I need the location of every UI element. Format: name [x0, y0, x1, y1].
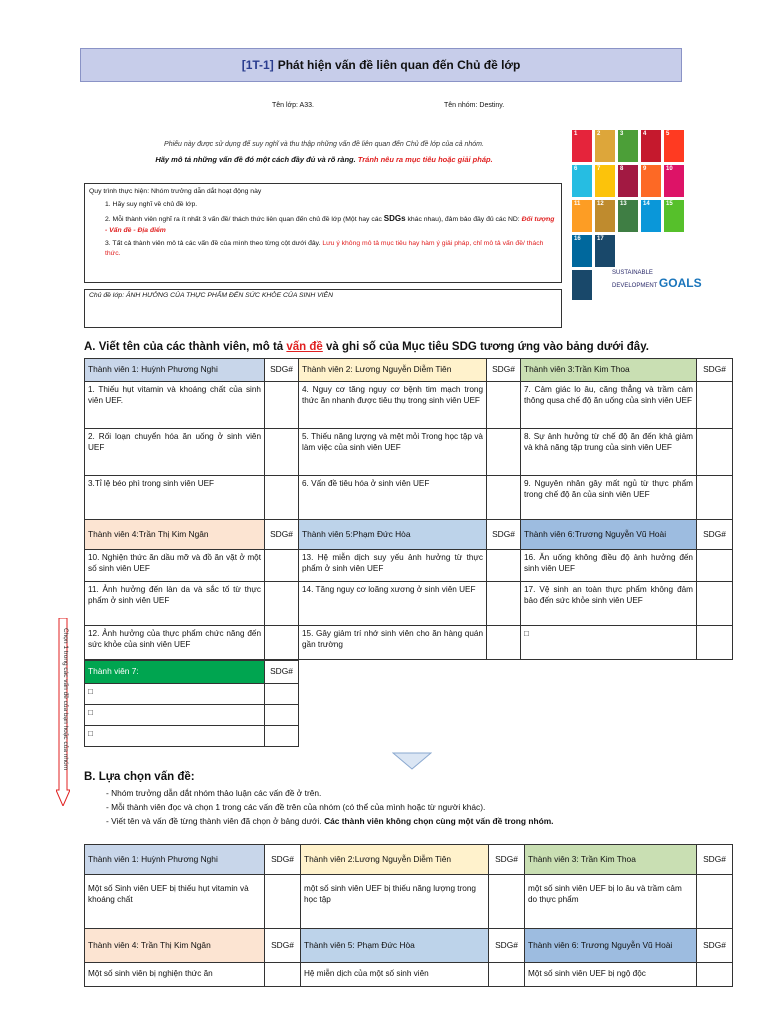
- member-5-header: Thành viên 5: Phạm Đức Hòa: [301, 929, 489, 963]
- sdg-cell[interactable]: [697, 963, 733, 987]
- sdg-cell[interactable]: [487, 550, 521, 582]
- problem-item[interactable]: 6. Vấn đề tiêu hóa ở sinh viên UEF: [299, 476, 487, 520]
- problem-item[interactable]: 10. Nghiện thức ăn dầu mỡ và đồ ăn vặt ở một số sinh viên UEF: [85, 550, 265, 582]
- sdg-cell[interactable]: [697, 550, 733, 582]
- sdg-cell[interactable]: [265, 684, 299, 705]
- page-title: [80, 48, 682, 82]
- problem-item[interactable]: 2. Rối loạn chuyển hóa ăn uống ở sinh viên UEF: [85, 429, 265, 476]
- sdg-7-icon: 7: [595, 165, 615, 197]
- sdg-header: SDG#: [265, 929, 301, 963]
- selected-problem[interactable]: Hệ miễn dịch của một số sinh viên: [301, 963, 489, 987]
- process-step-2-sdgs: SDGs: [383, 214, 406, 224]
- selected-problem[interactable]: Một số sinh viên UEF bị ngộ độc: [525, 963, 697, 987]
- sdg-cell[interactable]: [487, 626, 521, 660]
- process-step-2b: khác nhau), đảm bảo đầy đủ các ND:: [407, 216, 520, 224]
- member-2-header: Thành viên 2: Lương Nguyễn Diễm Tiên: [299, 359, 487, 382]
- process-step-1: 1. Hãy suy nghĩ về chủ đề lớp.: [105, 201, 198, 209]
- group-name: Tên nhóm: Destiny.: [444, 102, 505, 109]
- sdg-cell[interactable]: [697, 626, 733, 660]
- sdg-5-icon: 5: [664, 130, 684, 162]
- sdg-wheel-icon: [572, 270, 592, 300]
- sdg-cell[interactable]: [265, 705, 299, 726]
- member-3-header: Thành viên 3:Trần Kim Thoa: [521, 359, 697, 382]
- problem-item[interactable]: 9. Nguyên nhân gây mất ngủ từ thực phẩm trong chế độ ăn của sinh viên UEF: [521, 476, 697, 520]
- section-b-bullet-3a: - Viết tên và vấn đề từng thành viên đã chọn ở bảng dưới.: [106, 816, 322, 826]
- process-step-2: [105, 213, 557, 235]
- empty-checkbox[interactable]: □: [521, 626, 697, 660]
- sdg-cell[interactable]: [487, 382, 521, 429]
- problem-item[interactable]: 15. Gây giảm trí nhớ sinh viên cho ăn hàng quán gần trường: [299, 626, 487, 660]
- sdg-cell[interactable]: [487, 476, 521, 520]
- section-a-heading: [84, 341, 649, 353]
- intro-line-2-warning: Tránh nêu ra mục tiêu hoặc giải pháp.: [357, 155, 493, 164]
- section-b-bullet-3: [106, 816, 553, 826]
- section-b-bullet-1: - Nhóm trưởng dẫn dắt nhóm thảo luận các vấn đề ở trên.: [106, 788, 322, 798]
- member-3-header: Thành viên 3: Trần Kim Thoa: [525, 845, 697, 875]
- sdg-cell[interactable]: [487, 582, 521, 626]
- sdg-cell[interactable]: [697, 875, 733, 929]
- sdg-13-icon: 13: [618, 200, 638, 232]
- problem-item[interactable]: 14. Tăng nguy cơ loãng xương ở sinh viên UEF: [299, 582, 487, 626]
- section-b-heading: B. Lựa chọn vấn đề:: [84, 771, 195, 783]
- member-2-header: Thành viên 2:Lương Nguyễn Diễm Tiên: [301, 845, 489, 875]
- sdg-header: SDG#: [489, 929, 525, 963]
- process-step-3a: 3. Tất cả thành viên mô tả các vấn đề của mình theo từng cột dưới đây.: [105, 239, 321, 247]
- sdg-header: SDG#: [487, 520, 521, 550]
- problem-item[interactable]: 5. Thiếu năng lượng và mệt mỏi Trong học tập và làm việc của sinh viên UEF: [299, 429, 487, 476]
- process-title: Quy trình thực hiện: Nhóm trưởng dẫn dắt hoạt động này: [89, 188, 262, 195]
- section-a-suffix: và ghi số của Mục tiêu SDG tương ứng vào bảng dưới đây.: [326, 341, 649, 353]
- process-box: [84, 183, 562, 283]
- problem-item[interactable]: 1. Thiếu hụt vitamin và khoáng chất của sinh viên UEF.: [85, 382, 265, 429]
- empty-checkbox[interactable]: □: [85, 684, 265, 705]
- sdg-cell[interactable]: [697, 429, 733, 476]
- intro-line-2: [84, 155, 564, 164]
- sdg-4-icon: 4: [641, 130, 661, 162]
- problem-item[interactable]: 7. Cảm giác lo âu, căng thẳng và trầm cảm thông qusa chế độ ăn uống của sinh viên UEF: [521, 382, 697, 429]
- empty-checkbox[interactable]: □: [85, 705, 265, 726]
- sdg-header: SDG#: [487, 359, 521, 382]
- process-step-2-red: Đối tượng - Vấn đề - Địa điểm: [105, 216, 555, 234]
- sdg-logo-line1: SUSTAINABLE: [612, 270, 653, 276]
- sdg-cell[interactable]: [489, 963, 525, 987]
- sdg-3-icon: 3: [618, 130, 638, 162]
- sdg-cell[interactable]: [265, 476, 299, 520]
- intro-line-2-text: Hãy mô tả những vấn đề đó một cách đầy đủ và rõ ràng.: [155, 155, 356, 164]
- sdg-header: SDG#: [265, 520, 299, 550]
- section-b-bullet-2: - Mỗi thành viên đọc và chọn 1 trong các vấn đề trên của nhóm (có thể của mình hoặc từ người khác).: [106, 802, 486, 812]
- problem-item[interactable]: 11. Ảnh hưởng đến làn da và sắc tố từ thực phẩm ở sinh viên UEF: [85, 582, 265, 626]
- sdg-cell[interactable]: [697, 382, 733, 429]
- problem-item[interactable]: 16. Ăn uống không điều độ ảnh hưởng đến sinh viên UEF: [521, 550, 697, 582]
- sdg-cell[interactable]: [265, 582, 299, 626]
- sdg-cell[interactable]: [265, 626, 299, 660]
- sdg-cell[interactable]: [265, 875, 301, 929]
- problem-item[interactable]: 12. Ảnh hưởng của thực phẩm chức năng đến sức khỏe của sinh viên UEF: [85, 626, 265, 660]
- sdg-16-icon: 16: [572, 235, 592, 267]
- title-code: [1T-1]: [241, 58, 274, 72]
- sdg-header: SDG#: [265, 359, 299, 382]
- sdg-cell[interactable]: [265, 963, 301, 987]
- member-7-table: [84, 660, 299, 747]
- sdg-goals-grid: [572, 130, 712, 300]
- member-1-header: Thành viên 1: Huỳnh Phương Nghi: [85, 359, 265, 382]
- section-b-bullet-3b: Các thành viên không chọn cùng một vấn đề trong nhóm.: [324, 816, 554, 826]
- sdg-logo-goals: GOALS: [658, 275, 702, 290]
- sdg-header: SDG#: [265, 845, 301, 875]
- sdg-cell[interactable]: [697, 476, 733, 520]
- member-5-header: Thành viên 5:Phạm Đức Hòa: [299, 520, 487, 550]
- section-a-underlined: vấn đề: [286, 341, 323, 353]
- sdg-15-icon: 15: [664, 200, 684, 232]
- section-a-prefix: A. Viết tên của các thành viên, mô tả: [84, 341, 284, 353]
- member-7-header: Thành viên 7:: [85, 661, 265, 684]
- sdg-cell[interactable]: [265, 550, 299, 582]
- side-note: Chọn 1 trong các vấn đề của bạn hoặc của nhóm: [62, 628, 69, 771]
- sdg-10-icon: 10: [664, 165, 684, 197]
- selected-problem[interactable]: Một số Sinh viên UEF bị thiếu hụt vitamin và khoáng chất: [85, 875, 265, 929]
- problem-item[interactable]: 3.Tỉ lệ béo phì trong sinh viên UEF: [85, 476, 265, 520]
- sdg-17-icon: 17: [595, 235, 615, 267]
- problem-item[interactable]: 13. Hệ miễn dịch suy yếu ảnh hưởng từ thực phẩm ở sinh viên UEF: [299, 550, 487, 582]
- sdg-cell[interactable]: [265, 382, 299, 429]
- sdg-header: SDG#: [489, 845, 525, 875]
- sdg-header: SDG#: [697, 845, 733, 875]
- selection-table: [84, 844, 733, 987]
- down-triangle-icon: [392, 752, 432, 770]
- problem-item[interactable]: 4. Nguy cơ tăng nguy cơ bệnh tim mạch trong thức ăn nhanh được tiêu thụ trong sinh viên UEF: [299, 382, 487, 429]
- member-6-header: Thành viên 6:Trương Nguyễn Vũ Hoài: [521, 520, 697, 550]
- sdg-cell[interactable]: [489, 875, 525, 929]
- sdg-cell[interactable]: [487, 429, 521, 476]
- selected-problem[interactable]: Một số sinh viên bị nghiện thức ăn: [85, 963, 265, 987]
- sdg-12-icon: 12: [595, 200, 615, 232]
- sdg-header: SDG#: [697, 359, 733, 382]
- selected-problem[interactable]: một số sinh viên UEF bị lo âu và trầm cảm do thực phẩm: [525, 875, 697, 929]
- empty-checkbox[interactable]: □: [85, 726, 265, 747]
- sdg-6-icon: 6: [572, 165, 592, 197]
- sdg-2-icon: 2: [595, 130, 615, 162]
- sdg-cell[interactable]: [265, 429, 299, 476]
- selected-problem[interactable]: một số sinh viên UEF bị thiếu năng lượng trong học tập: [301, 875, 489, 929]
- sdg-cell[interactable]: [697, 582, 733, 626]
- process-step-3: [105, 239, 557, 259]
- process-step-3-red: Lưu ý không mô tả mục tiêu hay hàm ý giải pháp, chỉ mô tả vấn đề/ thách thức.: [105, 239, 544, 257]
- problems-table: [84, 358, 733, 660]
- member-4-header: Thành viên 4: Trần Thị Kim Ngân: [85, 929, 265, 963]
- member-4-header: Thành viên 4:Trần Thị Kim Ngân: [85, 520, 265, 550]
- sdg-9-icon: 9: [641, 165, 661, 197]
- sdg-logo-line2: DEVELOPMENT: [612, 282, 658, 289]
- sdg-14-icon: 14: [641, 200, 661, 232]
- sdg-header: SDG#: [697, 929, 733, 963]
- sdg-cell[interactable]: [265, 726, 299, 747]
- topic-text: Chủ đề lớp: ẢNH HƯỞNG CỦA THỰC PHẨM ĐẾN SỨC KHỎE CỦA SINH VIÊN: [89, 292, 333, 299]
- problem-item[interactable]: 8. Sự ảnh hưởng từ chế độ ăn đến khả giảm và khả năng tập trung của sinh viên UEF: [521, 429, 697, 476]
- sdg-1-icon: 1: [572, 130, 592, 162]
- sdg-11-icon: 11: [572, 200, 592, 232]
- topic-box: [84, 289, 562, 328]
- process-step-2a: 2. Mỗi thành viên nghĩ ra ít nhất 3 vấn đề/ thách thức liên quan đến chủ đề lớp (Một hay các: [105, 216, 382, 224]
- class-name: Tên lớp: A33.: [272, 102, 314, 109]
- title-text: Phát hiện vấn đề liên quan đến Chủ đề lớp: [277, 58, 521, 72]
- sdg-header: SDG#: [265, 661, 299, 684]
- intro-line-1: Phiếu này được sử dụng để suy nghĩ và thu thập những vấn đề liên quan đến Chủ đề lớp của cả nhóm.: [164, 141, 484, 148]
- member-6-header: Thành viên 6: Trương Nguyễn Vũ Hoài: [525, 929, 697, 963]
- sdg-header: SDG#: [697, 520, 733, 550]
- problem-item[interactable]: 17. Vệ sinh an toàn thực phẩm không đảm bảo đến sức khỏe sinh viên UEF: [521, 582, 697, 626]
- sdg-logo: [612, 270, 712, 290]
- member-1-header: Thành viên 1: Huỳnh Phương Nghi: [85, 845, 265, 875]
- sdg-8-icon: 8: [618, 165, 638, 197]
